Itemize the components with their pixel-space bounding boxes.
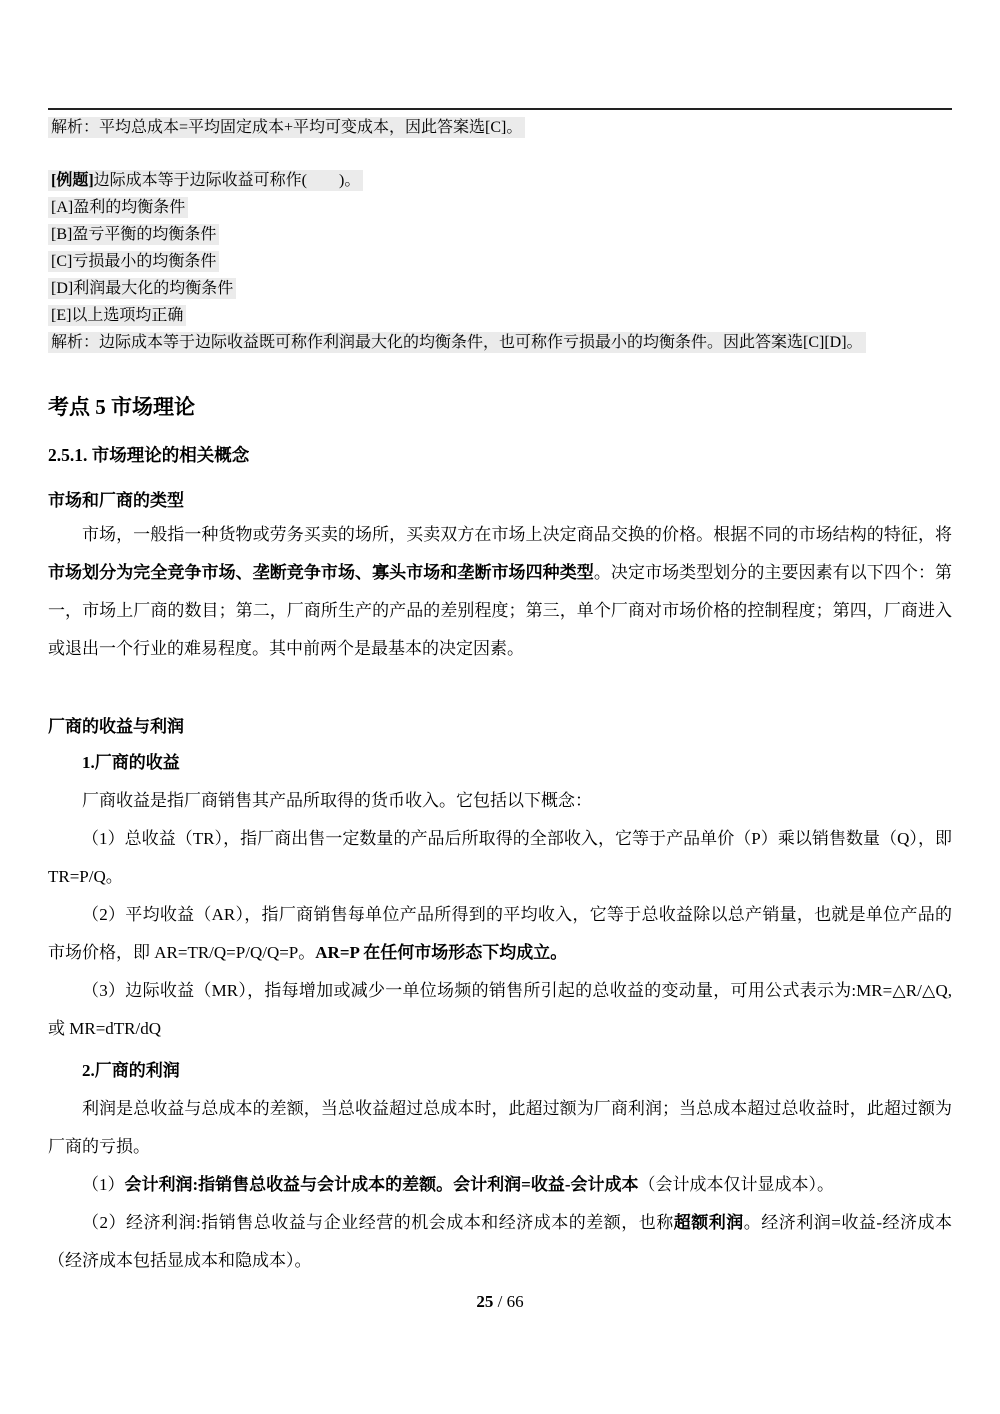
market-types-title: 市场和厂商的类型 [48, 491, 184, 510]
revenue-profit-title: 厂商的收益与利润 [48, 717, 184, 736]
marginal-revenue-paragraph: （3）边际收益（MR），指每增加或减少一单位场频的销售所引起的总收益的变动量，可用公式表示为:MR=△R/△Q,或 MR=dTR/dQ [48, 981, 952, 1038]
option-e [48, 302, 952, 329]
accounting-profit-note: （会计成本仅计显成本）。 [638, 1175, 835, 1194]
example-question-highlight [48, 170, 363, 191]
option-d-text: [D]利润最大化的均衡条件 [48, 278, 236, 299]
option-a-text: [A]盈利的均衡条件 [48, 197, 188, 218]
page-footer [0, 1290, 1000, 1314]
market-types-text-bold: 市场划分为完全竞争市场、垄断竞争市场、寡头市场和垄断市场四种类型 [48, 563, 594, 582]
section-heading: 考点 5 市场理论 [48, 395, 195, 419]
average-revenue-text: （2）平均收益（AR），指厂商销售每单位产品所得到的平均收入，它等于总收益除以总产销量，也就是单位产品的市场价格，即 AR=TR/Q=P/Q/Q=P。 [48, 905, 952, 962]
economic-profit-paragraph [48, 1204, 952, 1280]
accounting-profit-bold: 会计利润:指销售总收益与会计成本的差额。会计利润=收益-会计成本 [124, 1175, 639, 1194]
option-b [48, 221, 952, 248]
analysis-2-text: 解析：边际成本等于边际收益既可称作利润最大化的均衡条件，也可称作亏损最小的均衡条件。因此答案选[C][D]。 [48, 332, 866, 353]
revenue-intro-paragraph: 厂商收益是指厂商销售其产品所取得的货币收入。它包括以下概念： [82, 791, 592, 810]
example-tag: [例题] [51, 172, 94, 189]
example-question-line [48, 167, 952, 194]
accounting-profit-paragraph [48, 1166, 952, 1204]
profit-subheading: 2.厂商的利润 [82, 1061, 180, 1080]
option-d [48, 275, 952, 302]
economic-profit-bold: 超额利润 [673, 1213, 744, 1232]
market-types-paragraph [48, 516, 952, 668]
market-types-text-post: 。决定市场类型划分的主要因素有以下四个：第一，市场上厂商的数目；第二，厂商所生产的产品的差别程度；第三，单个厂商对市场价格的控制程度；第四，厂商进入或退出一个行业的难易程度。其中前两个是最基本的决定因素。 [48, 563, 953, 658]
option-e-text: [E]以上选项均正确 [48, 305, 186, 326]
page-number: 25 [476, 1292, 494, 1311]
section-subheading: 2.5.1. 市场理论的相关概念 [48, 445, 250, 465]
option-a [48, 194, 952, 221]
accounting-profit-num: （1） [82, 1175, 125, 1194]
top-rule [48, 108, 952, 110]
revenue-subheading: 1.厂商的收益 [82, 753, 180, 772]
average-revenue-paragraph [48, 896, 952, 972]
profit-intro-paragraph: 利润是总收益与总成本的差额，当总收益超过总成本时，此超过额为厂商利润；当总成本超过总收益时，此超过额为厂商的亏损。 [48, 1099, 952, 1156]
analysis-1-text: 解析：平均总成本=平均固定成本+平均可变成本，因此答案选[C]。 [48, 117, 525, 138]
analysis-1-line [48, 114, 952, 141]
example-question-text: 边际成本等于边际收益可称作( )。 [93, 172, 361, 189]
market-types-text-pre: 市场，一般指一种货物或劳务买卖的场所，买卖双方在市场上决定商品交换的价格。根据不同的市场结构的特征，将 [82, 525, 952, 544]
total-revenue-paragraph: （1）总收益（TR），指厂商出售一定数量的产品后所取得的全部收入，它等于产品单价（P）乘以销售数量（Q），即 TR=P/Q。 [48, 829, 952, 886]
economic-profit-post: 。经济利润=收益-经济成本（经济成本包括显成本和隐成本）。 [48, 1213, 953, 1270]
page-total: / 66 [493, 1292, 524, 1311]
analysis-2-line [48, 329, 952, 356]
option-c [48, 248, 952, 275]
average-revenue-bold: AR=P 在任何市场形态下均成立。 [315, 943, 568, 962]
economic-profit-text: （2）经济利润:指销售总收益与企业经营的机会成本和经济成本的差额，也称 [82, 1213, 674, 1232]
option-c-text: [C]亏损最小的均衡条件 [48, 251, 219, 272]
option-b-text: [B]盈亏平衡的均衡条件 [48, 224, 219, 245]
